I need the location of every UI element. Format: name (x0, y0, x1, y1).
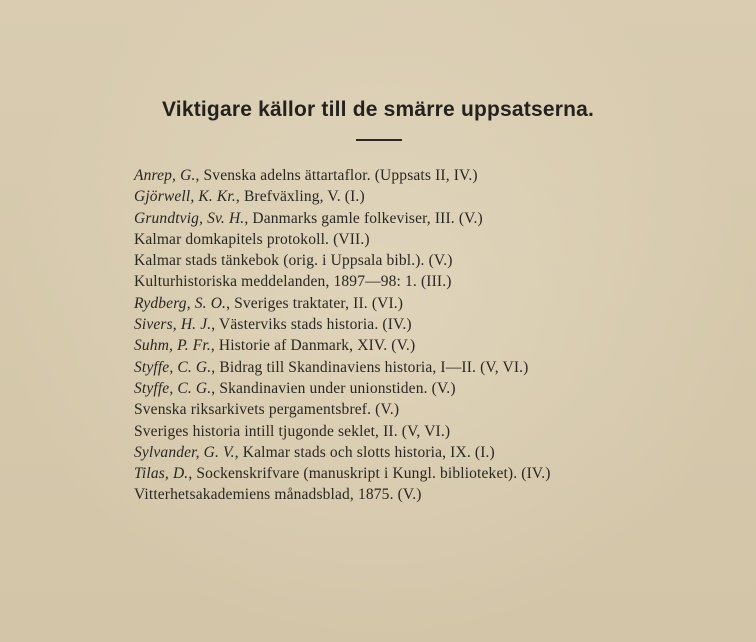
source-text: Sveriges historia intill tjugonde seklet, II. (V, VI.) (134, 422, 451, 440)
source-entry (134, 421, 734, 442)
page-title: Viktigare källor till de smärre uppsatserna. (161, 98, 595, 121)
source-text: Kalmar stads tänkebok (orig. i Uppsala bibl.). (V.) (134, 252, 453, 270)
source-entry (134, 399, 734, 420)
source-entry (134, 293, 734, 314)
source-entry (134, 335, 734, 356)
source-text: Vitterhetsakademiens månadsblad, 1875. (V.) (134, 486, 422, 504)
source-author: Suhm, P. Fr. (134, 337, 211, 355)
source-author: Styffe, C. G. (134, 379, 212, 397)
title-divider (356, 139, 402, 141)
source-text: , Bidrag till Skandinaviens historia, I—II. (V, VI.) (211, 358, 529, 376)
source-text: , Svenska adelns ättartaflor. (Uppsats II, IV.) (195, 167, 478, 184)
source-entry (134, 314, 734, 335)
source-entry (134, 250, 734, 271)
source-list (134, 165, 734, 506)
source-entry (134, 463, 734, 484)
source-author: Styffe, C. G. (134, 358, 212, 376)
source-author: Rydberg, S. O. (134, 294, 227, 312)
source-text: , Kalmar stads och slotts historia, IX. (I.) (234, 443, 495, 461)
source-author: Sylvander, G. V. (134, 443, 235, 461)
source-author: Anrep, G. (134, 167, 196, 184)
source-text: , Danmarks gamle folkeviser, III. (V.) (244, 209, 483, 227)
source-author: Tilas, D. (134, 465, 189, 483)
source-author: Grundtvig, Sv. H. (134, 209, 245, 227)
source-text: Kalmar domkapitels protokoll. (VII.) (134, 230, 370, 248)
source-text: , Skandinavien under unionstiden. (V.) (211, 379, 456, 397)
source-entry (134, 442, 734, 463)
source-entry (134, 186, 734, 207)
source-entry (134, 378, 734, 399)
source-text: Kulturhistoriska meddelanden, 1897—98: 1. (III.) (134, 273, 452, 291)
source-author: Sivers, H. J. (134, 316, 212, 334)
source-text: Svenska riksarkivets pergamentsbref. (V.) (134, 401, 400, 419)
source-entry (134, 208, 734, 229)
source-text: , Sockenskrifvare (manuskript i Kungl. biblioteket). (IV.) (188, 465, 551, 483)
source-text: , Historie af Danmark, XIV. (V.) (210, 337, 416, 355)
source-entry (134, 271, 734, 292)
source-text: , Västerviks stads historia. (IV.) (211, 316, 412, 334)
source-entry (134, 357, 734, 378)
source-entry (134, 165, 734, 186)
source-entry (134, 229, 734, 250)
source-text: , Sveriges traktater, II. (VI.) (226, 294, 404, 312)
source-author: Gjörwell, K. Kr. (134, 188, 236, 206)
source-entry (134, 484, 734, 505)
source-text: , Brefväxling, V. (I.) (235, 188, 365, 206)
